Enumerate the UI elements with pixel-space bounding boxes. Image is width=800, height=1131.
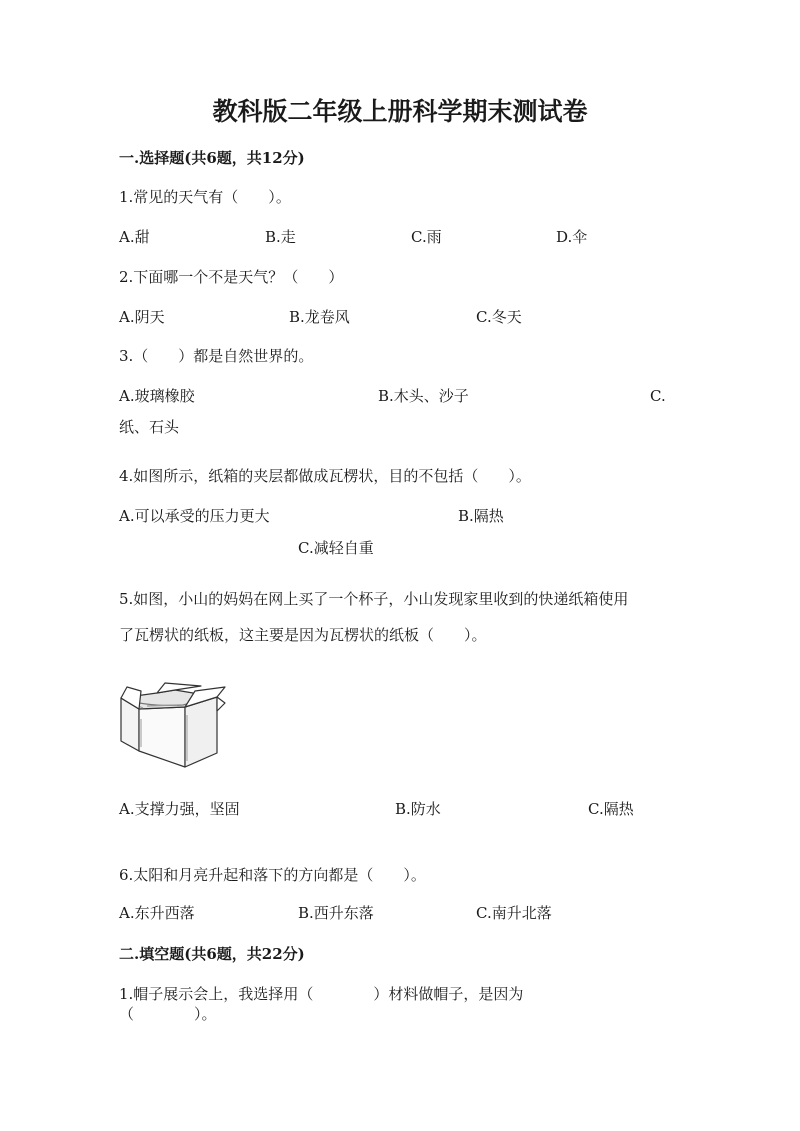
fill-question-1-line-1: 1.帽子展示会上，我选择用（ ）材料做帽子，是因为 bbox=[119, 985, 524, 1003]
page-title: 教科版二年级上册科学期末测试卷 bbox=[212, 97, 588, 126]
q4-option-c: C.减轻自重 bbox=[298, 539, 374, 557]
question-5-line-1: 5.如图，小山的妈妈在网上买了一个杯子，小山发现家里收到的快递纸箱使用 bbox=[119, 590, 629, 608]
section-heading-choice: 一.选择题(共6题，共12分) bbox=[119, 149, 305, 167]
q1-option-b: B.走 bbox=[265, 228, 296, 246]
question-1: 1.常见的天气有（ ）。 bbox=[119, 188, 291, 206]
question-5-line-2: 了瓦楞状的纸板，这主要是因为瓦楞状的纸板（ ）。 bbox=[119, 626, 487, 644]
q1-option-a: A.甜 bbox=[119, 228, 150, 246]
q5-option-a: A.支撑力强，坚固 bbox=[119, 800, 240, 818]
q1-option-c: C.雨 bbox=[411, 228, 442, 246]
q1-option-d: D.伞 bbox=[556, 228, 588, 246]
q3-option-a: A.玻璃橡胶 bbox=[119, 387, 195, 405]
q2-option-c: C.冬天 bbox=[476, 308, 522, 326]
fill-question-1-line-2: （ ）。 bbox=[119, 1005, 217, 1023]
q3-option-c-text: 纸、石头 bbox=[119, 418, 180, 436]
question-4: 4.如图所示，纸箱的夹层都做成瓦楞状，目的不包括（ ）。 bbox=[119, 467, 531, 485]
q5-option-c: C.隔热 bbox=[588, 800, 634, 818]
cardboard-box-image bbox=[117, 681, 227, 773]
q6-option-b: B.西升东落 bbox=[298, 904, 374, 922]
question-3: 3.（ ）都是自然世界的。 bbox=[119, 347, 314, 365]
question-6: 6.太阳和月亮升起和落下的方向都是（ ）。 bbox=[119, 866, 426, 884]
q3-option-b: B.木头、沙子 bbox=[378, 387, 469, 405]
q5-option-b: B.防水 bbox=[395, 800, 441, 818]
q2-option-a: A.阴天 bbox=[119, 308, 165, 326]
q4-option-a: A.可以承受的压力更大 bbox=[119, 507, 270, 525]
q3-option-c: C. bbox=[650, 387, 666, 405]
section-heading-fill: 二.填空题(共6题，共22分) bbox=[119, 945, 305, 963]
q2-option-b: B.龙卷风 bbox=[289, 308, 350, 326]
question-2: 2.下面哪一个不是天气？（ ） bbox=[119, 268, 344, 286]
q6-option-c: C.南升北落 bbox=[476, 904, 552, 922]
q6-option-a: A.东升西落 bbox=[119, 904, 195, 922]
q4-option-b: B.隔热 bbox=[458, 507, 504, 525]
